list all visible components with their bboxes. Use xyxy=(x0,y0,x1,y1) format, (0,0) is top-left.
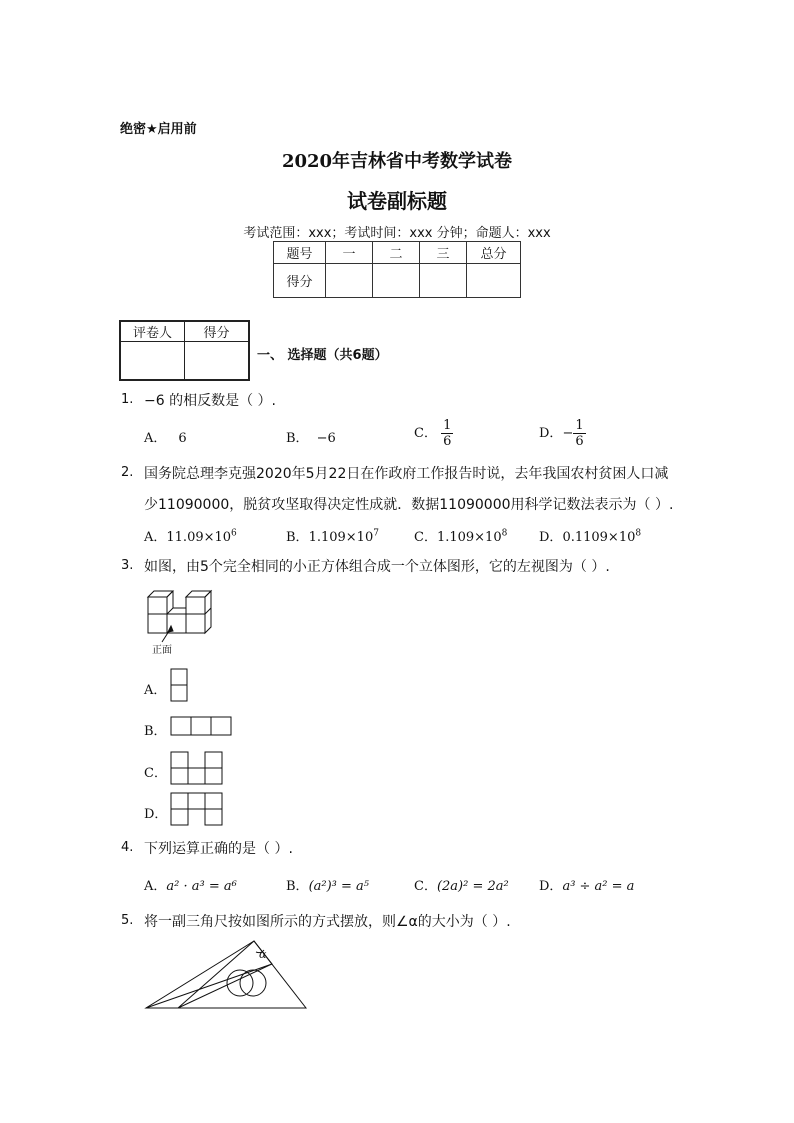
minus-sign: − xyxy=(562,426,574,441)
figure-label-front: 正面 xyxy=(152,645,172,656)
reviewer-cell xyxy=(120,342,185,380)
option-b xyxy=(286,875,369,894)
score-header-2: 二 xyxy=(373,242,420,264)
numerator: 1 xyxy=(443,418,452,433)
option-exponent: 8 xyxy=(501,528,508,539)
option-a xyxy=(144,427,187,446)
cubes-figure xyxy=(144,588,220,658)
option-exponent: 6 xyxy=(231,528,237,539)
option-label: D． xyxy=(539,879,563,894)
question-text-line1: 国务院总理李克强2020年5月22日在作政府工作报告时说，去年我国农村贫困人口减 xyxy=(144,466,669,482)
question-number: 5. xyxy=(121,913,134,928)
option-a-label: A． xyxy=(144,683,167,698)
option-d xyxy=(539,526,641,545)
option-a xyxy=(144,875,237,894)
score-cell xyxy=(467,264,521,298)
section-heading: 一、 选择题（共6题） xyxy=(257,348,388,363)
option-b xyxy=(286,427,336,446)
option-b xyxy=(286,526,379,545)
option-b-label: B． xyxy=(144,724,167,739)
option-a-figure xyxy=(170,668,190,704)
option-c xyxy=(414,526,507,545)
score-header-3: 三 xyxy=(420,242,467,264)
score-header-1: 一 xyxy=(326,242,373,264)
option-d-figure xyxy=(170,792,226,828)
exam-info: 考试范围：xxx；考试时间：xxx 分钟；命题人：xxx xyxy=(243,226,551,241)
question-text: 下列运算正确的是（ ）. xyxy=(144,841,293,857)
option-base: 11.09×10 xyxy=(166,530,232,545)
option-expression: (a²)³ = a⁵ xyxy=(308,879,369,894)
option-label: C． xyxy=(414,879,437,894)
question-text: 如图，由5个完全相同的小正方体组合成一个立体图形，它的左视图为（ ）. xyxy=(144,559,610,575)
option-c-label: C． xyxy=(144,766,167,781)
option-label: D． xyxy=(539,530,563,545)
score-table xyxy=(273,241,521,298)
question-number: 3. xyxy=(121,558,134,573)
option-expression: a³ ÷ a² = a xyxy=(562,879,635,894)
reviewer-score-header: 得分 xyxy=(185,321,250,342)
option-a xyxy=(144,526,237,545)
option-expression: a² · a³ = a⁶ xyxy=(166,879,237,894)
option-base: 1.109×10 xyxy=(308,530,374,545)
question-text-line2: 少11090000，脱贫攻坚取得决定性成就．数据11090000用科学记数法表示为（ ）. xyxy=(144,497,674,513)
option-label: B． xyxy=(286,431,309,446)
option-base: 0.1109×10 xyxy=(562,530,636,545)
option-c xyxy=(414,418,453,449)
option-label: C． xyxy=(414,530,437,545)
triangles-figure xyxy=(140,938,312,1014)
option-exponent: 7 xyxy=(373,528,379,539)
angle-label-alpha: α xyxy=(259,948,267,961)
exam-subtitle: 试卷副标题 xyxy=(347,189,447,213)
numerator: 1 xyxy=(575,418,584,433)
option-label: B． xyxy=(286,530,309,545)
option-value: 6 xyxy=(178,431,187,446)
option-expression: (2a)² = 2a² xyxy=(436,879,509,894)
option-d-label: D． xyxy=(144,807,168,822)
score-cell xyxy=(420,264,467,298)
option-label: C． xyxy=(414,426,437,441)
option-label: A． xyxy=(144,530,167,545)
question-text: 将一副三角尺按如图所示的方式摆放，则∠α的大小为（ ）. xyxy=(144,914,511,930)
option-base: 1.109×10 xyxy=(436,530,502,545)
fraction xyxy=(573,418,585,449)
denominator: 6 xyxy=(443,434,452,449)
option-c-figure xyxy=(170,751,228,787)
score-row-label: 得分 xyxy=(274,264,326,298)
score-header-total: 总分 xyxy=(467,242,521,264)
option-label: B． xyxy=(286,879,309,894)
option-d xyxy=(539,418,586,449)
option-label: A． xyxy=(144,431,167,446)
question-number: 2. xyxy=(121,465,134,480)
reviewer-table xyxy=(119,320,250,381)
score-cell xyxy=(326,264,373,298)
option-d xyxy=(539,875,634,894)
exam-title: 2020年吉林省中考数学试卷 xyxy=(281,151,513,172)
option-exponent: 8 xyxy=(635,528,642,539)
reviewer-score-cell xyxy=(185,342,250,380)
confidential-label: 绝密★启用前 xyxy=(120,122,197,137)
denominator: 6 xyxy=(575,434,584,449)
option-value: −6 xyxy=(316,431,336,446)
question-number: 4. xyxy=(121,840,134,855)
option-b-figure xyxy=(170,716,234,738)
reviewer-header: 评卷人 xyxy=(120,321,185,342)
question-text: −6 的相反数是（ ）. xyxy=(144,393,276,409)
score-header-number: 题号 xyxy=(274,242,326,264)
option-label: D． xyxy=(539,426,563,441)
option-c xyxy=(414,875,509,894)
fraction xyxy=(441,418,453,449)
question-number: 1. xyxy=(121,392,134,407)
score-cell xyxy=(373,264,420,298)
option-label: A． xyxy=(144,879,167,894)
